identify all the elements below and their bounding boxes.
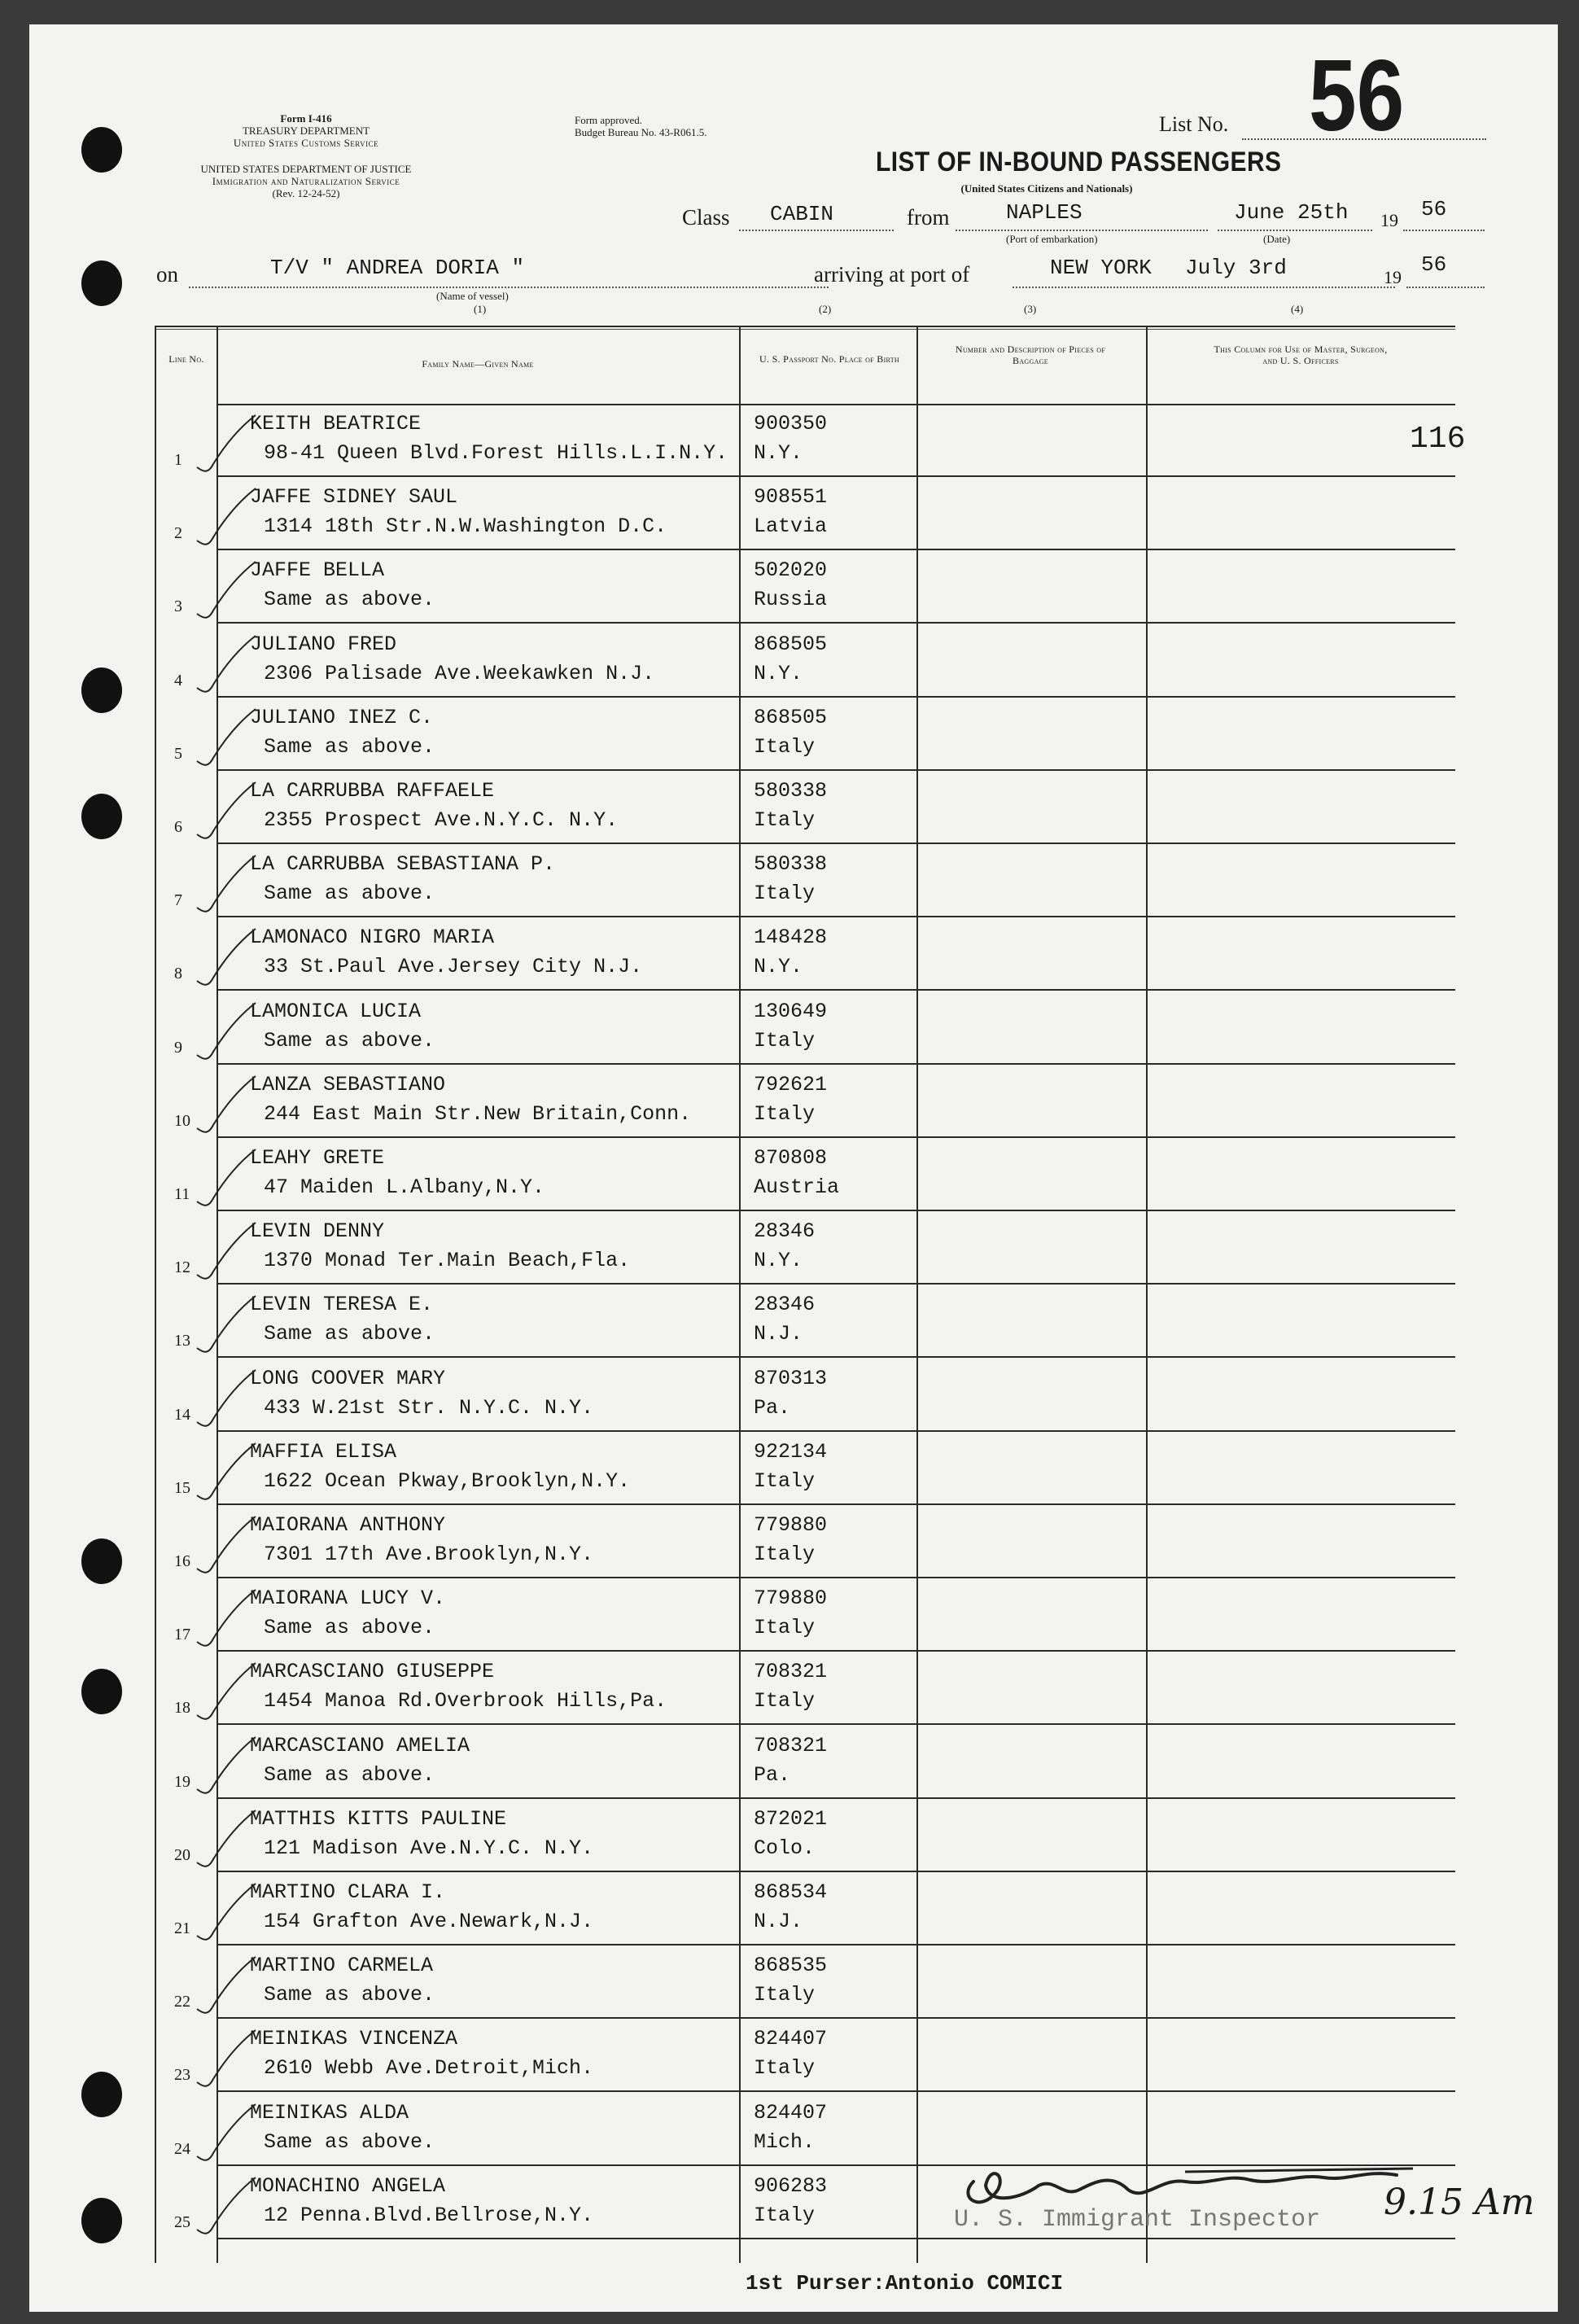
passenger-address: 98-41 Queen Blvd.Forest Hills.L.I.N.Y. — [264, 441, 728, 465]
check-mark-icon — [194, 1735, 259, 1801]
passport-number: 868505 — [754, 705, 828, 729]
check-mark-icon — [194, 1221, 259, 1286]
line-number: 7 — [174, 891, 182, 910]
place-of-birth: N.Y. — [754, 1249, 803, 1273]
passenger-address: Same as above. — [264, 588, 435, 612]
passenger-name: MAFFIA ELISA — [250, 1439, 397, 1464]
check-mark-icon — [194, 1809, 259, 1874]
table-row — [155, 771, 1455, 844]
from-value: NAPLES — [1006, 200, 1083, 225]
line-number: 13 — [174, 1332, 190, 1350]
check-mark-icon — [194, 414, 259, 479]
col1-caption: (1) — [474, 303, 487, 315]
passenger-address: 244 East Main Str.New Britain,Conn. — [264, 1101, 692, 1126]
passenger-address: Same as above. — [264, 2129, 435, 2154]
passport-number: 824407 — [754, 2027, 828, 2051]
place-of-birth: Italy — [754, 1616, 816, 1640]
table-row — [155, 624, 1455, 698]
passenger-name: LA CARRUBBA SEBASTIANA P. — [250, 852, 556, 877]
passenger-name: LANZA SEBASTIANO — [250, 1072, 446, 1096]
line-number: 8 — [174, 965, 182, 983]
check-mark-icon — [194, 1074, 259, 1140]
passenger-name: JAFFE BELLA — [250, 558, 385, 583]
line-number: 6 — [174, 818, 182, 836]
passenger-name: KEITH BEATRICE — [250, 412, 422, 435]
document-subtitle: (United States Citizens and Nationals) — [960, 182, 1133, 195]
check-mark-icon — [194, 1442, 259, 1507]
passenger-address: 12 Penna.Blvd.Bellrose,N.Y. — [264, 2203, 594, 2227]
justice-department: UNITED STATES DEPARTMENT OF JUSTICE — [200, 163, 412, 175]
col-header-line-no: Line No. — [168, 353, 204, 365]
col-header-name: Family Name—Given Name — [422, 358, 534, 370]
passenger-name: MARCASCIANO GIUSEPPE — [250, 1660, 495, 1684]
check-mark-icon — [194, 487, 259, 552]
table-row — [155, 698, 1455, 771]
passport-number: 792621 — [754, 1072, 828, 1096]
on-label: on — [156, 262, 178, 287]
check-mark-icon — [194, 1294, 259, 1359]
check-mark-icon — [194, 927, 259, 992]
year-prefix: 19 — [1380, 210, 1398, 230]
check-mark-icon — [194, 2176, 259, 2241]
arrival-date: July 3rd — [1185, 256, 1287, 280]
line-number: 2 — [174, 524, 182, 543]
passport-number: 868534 — [754, 1880, 828, 1904]
check-mark-icon — [194, 1148, 259, 1213]
table-row — [155, 1432, 1455, 1505]
place-of-birth: Italy — [754, 2203, 816, 2227]
punch-hole — [81, 2072, 122, 2117]
passport-number: 870313 — [754, 1366, 828, 1390]
table-row — [155, 917, 1455, 991]
place-of-birth: Italy — [754, 1543, 816, 1566]
line-number: 25 — [174, 2212, 190, 2231]
passenger-address: 121 Madison Ave.N.Y.C. N.Y. — [264, 1836, 594, 1860]
line-number: 22 — [174, 1993, 190, 2011]
check-mark-icon — [194, 1001, 259, 1066]
passport-number: 580338 — [754, 779, 828, 803]
passenger-table — [155, 326, 1455, 2263]
purser-signature-line: 1st Purser:Antonio COMICI — [746, 2271, 1064, 2296]
arrival-year-dots — [1406, 287, 1485, 288]
passenger-address: Same as above. — [264, 882, 435, 906]
col-header-officers: This Column for Use of Master, Surgeon, and U. S. Officers — [1214, 344, 1388, 366]
line-number: 15 — [174, 1478, 190, 1497]
passenger-address: 1370 Monad Ter.Main Beach,Fla. — [264, 1249, 631, 1273]
col-header-baggage: Number and Description of Pieces of Baggage — [955, 344, 1106, 366]
passenger-name: LEVIN TERESA E. — [250, 1293, 434, 1317]
table-row — [155, 1285, 1455, 1358]
place-of-birth: Italy — [754, 808, 816, 832]
year-value: 56 — [1421, 197, 1447, 221]
passenger-address: 2610 Webb Ave.Detroit,Mich. — [264, 2056, 594, 2081]
place-of-birth: Mich. — [754, 2129, 816, 2154]
passport-number: 708321 — [754, 1733, 828, 1757]
document-title: LIST OF IN-BOUND PASSENGERS — [876, 147, 1282, 177]
line-number: 11 — [174, 1185, 190, 1203]
date-caption: (Date) — [1263, 233, 1291, 245]
passport-number: 870808 — [754, 1146, 828, 1170]
customs-service: United States Customs Service — [233, 137, 379, 149]
passenger-address: Same as above. — [264, 1983, 435, 2007]
treasury-department: TREASURY DEPARTMENT — [242, 125, 370, 137]
passenger-address: 154 Grafton Ave.Newark,N.J. — [264, 1910, 594, 1933]
place-of-birth: N.Y. — [754, 955, 803, 979]
place-of-birth: Pa. — [754, 1762, 791, 1787]
list-number: 56 — [1309, 40, 1405, 152]
form-id-block — [151, 112, 461, 149]
col4-caption: (4) — [1291, 303, 1304, 315]
line-number: 12 — [174, 1258, 190, 1277]
approval-block — [575, 114, 811, 138]
vessel-caption: (Name of vessel) — [436, 290, 509, 302]
place-of-birth: Italy — [754, 1983, 816, 2007]
arriving-label: arriving at port of — [814, 262, 970, 287]
passenger-name: MAIORANA LUCY V. — [250, 1587, 446, 1611]
from-label: from — [907, 205, 950, 230]
passenger-name: LA CARRUBBA RAFFAELE — [250, 779, 495, 803]
check-mark-icon — [194, 1368, 259, 1433]
table-top-border — [155, 326, 1455, 327]
passenger-name: MAIORANA ANTHONY — [250, 1513, 446, 1537]
passenger-address: 2355 Prospect Ave.N.Y.C. N.Y. — [264, 808, 619, 832]
list-no-label: List No. — [1159, 112, 1229, 136]
check-mark-icon — [194, 2029, 259, 2094]
justice-block — [151, 163, 461, 199]
passenger-name: LEVIN DENNY — [250, 1219, 385, 1244]
col-header-passport: U. S. Passport No. Place of Birth — [759, 353, 899, 365]
table-row — [155, 844, 1455, 917]
arrival-year: 56 — [1421, 252, 1447, 277]
line-number: 9 — [174, 1038, 182, 1057]
table-row — [155, 1652, 1455, 1725]
line-number: 10 — [174, 1111, 190, 1130]
passport-number: 502020 — [754, 558, 828, 583]
passenger-name: MEINIKAS ALDA — [250, 2100, 409, 2125]
table-row — [155, 991, 1455, 1065]
date-dots — [1218, 230, 1372, 231]
arrival-dots — [1013, 287, 1395, 288]
line-number: 3 — [174, 597, 182, 616]
check-mark-icon — [194, 634, 259, 699]
check-mark-icon — [194, 707, 259, 772]
place-of-birth: Latvia — [754, 514, 828, 539]
passenger-address: 33 St.Paul Ave.Jersey City N.J. — [264, 955, 643, 979]
passport-number: 868505 — [754, 632, 828, 656]
passenger-name: LAMONACO NIGRO MARIA — [250, 926, 495, 950]
passenger-address: 1314 18th Str.N.W.Washington D.C. — [264, 514, 667, 539]
check-mark-icon — [194, 1661, 259, 1727]
place-of-birth: Italy — [754, 1468, 816, 1493]
place-of-birth: N.J. — [754, 1910, 803, 1933]
punch-hole — [81, 1538, 122, 1584]
passport-number: 908551 — [754, 485, 828, 510]
place-of-birth: Italy — [754, 1101, 816, 1126]
check-mark-icon — [194, 560, 259, 625]
passenger-name: MARTINO CLARA I. — [250, 1880, 446, 1904]
table-row — [155, 550, 1455, 624]
place-of-birth: Pa. — [754, 1395, 791, 1420]
passport-number: 900350 — [754, 412, 828, 435]
form-number: Form I-416 — [280, 112, 332, 125]
passenger-name: MATTHIS KITTS PAULINE — [250, 1806, 507, 1831]
passenger-name: MONACHINO ANGELA — [250, 2173, 446, 2198]
punch-hole — [81, 260, 122, 306]
passenger-address: Same as above. — [264, 1762, 435, 1787]
punch-hole — [81, 2198, 122, 2243]
passenger-name: LAMONICA LUCIA — [250, 999, 422, 1023]
passport-number: 906283 — [754, 2173, 828, 2198]
passenger-address: 7301 17th Ave.Brooklyn,N.Y. — [264, 1543, 594, 1566]
place-of-birth: Italy — [754, 2056, 816, 2081]
place-of-birth: N.Y. — [754, 441, 803, 465]
place-of-birth: Italy — [754, 734, 816, 759]
passport-number: 779880 — [754, 1587, 828, 1611]
punch-hole — [81, 127, 122, 173]
vessel-dots — [189, 287, 829, 288]
check-mark-icon — [194, 1588, 259, 1653]
passenger-name: JAFFE SIDNEY SAUL — [250, 485, 458, 510]
line-number: 5 — [174, 744, 182, 763]
place-of-birth: N.Y. — [754, 661, 803, 685]
table-row — [155, 1799, 1455, 1872]
line-number: 1 — [174, 451, 182, 469]
manifest-page — [29, 24, 1558, 2312]
passenger-name: JULIANO INEZ C. — [250, 705, 434, 729]
table-row — [155, 1211, 1455, 1285]
budget-bureau: Budget Bureau No. 43-R061.5. — [575, 126, 707, 138]
line-number: 17 — [174, 1626, 190, 1644]
line-number: 20 — [174, 1845, 190, 1864]
place-of-birth: Colo. — [754, 1836, 816, 1860]
immigration-service: Immigration and Naturalization Service — [212, 175, 400, 187]
passenger-address: Same as above. — [264, 1322, 435, 1346]
arrival-year-prefix: 19 — [1384, 267, 1402, 287]
vessel-name: T/V " ANDREA DORIA " — [270, 256, 525, 280]
year-dots — [1403, 230, 1485, 231]
from-dots — [956, 230, 1208, 231]
check-mark-icon — [194, 781, 259, 846]
table-row — [155, 404, 1455, 477]
line-number: 16 — [174, 1552, 190, 1570]
class-dots — [739, 230, 894, 231]
table-row — [155, 1359, 1455, 1432]
table-row — [155, 1065, 1455, 1138]
passenger-name: MEINIKAS VINCENZA — [250, 2027, 458, 2051]
passenger-address: 47 Maiden L.Albany,N.Y. — [264, 1175, 545, 1199]
check-mark-icon — [194, 1515, 259, 1580]
passport-number: 868535 — [754, 1954, 828, 1978]
line-number: 21 — [174, 1919, 190, 1937]
passport-number: 130649 — [754, 999, 828, 1023]
passport-number: 28346 — [754, 1219, 816, 1244]
table-row — [155, 1726, 1455, 1799]
check-mark-icon — [194, 1882, 259, 1947]
line-number: 18 — [174, 1699, 190, 1718]
table-row — [155, 2019, 1455, 2092]
passenger-name: LEAHY GRETE — [250, 1146, 385, 1170]
check-mark-icon — [194, 1955, 259, 2020]
arrival-port: NEW YORK — [1050, 256, 1152, 280]
form-approved: Form approved. — [575, 114, 643, 126]
class-label: Class — [682, 205, 730, 230]
passport-number: 28346 — [754, 1293, 816, 1317]
passenger-address: 1622 Ocean Pkway,Brooklyn,N.Y. — [264, 1468, 631, 1493]
place-of-birth: Italy — [754, 882, 816, 906]
date-value: June 25th — [1234, 200, 1349, 225]
table-row — [155, 1505, 1455, 1578]
row-divider — [217, 2238, 1455, 2239]
place-of-birth: Austria — [754, 1175, 840, 1199]
check-mark-icon — [194, 854, 259, 919]
table-row — [155, 477, 1455, 550]
passport-number: 824407 — [754, 2100, 828, 2125]
table-row — [155, 1138, 1455, 1211]
place-of-birth: Italy — [754, 1028, 816, 1053]
passenger-address: 2306 Palisade Ave.Weekawken N.J. — [264, 661, 655, 685]
punch-hole — [81, 794, 122, 839]
col2-caption: (2) — [819, 303, 832, 315]
passenger-name: MARTINO CARMELA — [250, 1954, 434, 1978]
line-number: 4 — [174, 671, 182, 689]
line-number: 24 — [174, 2139, 190, 2158]
place-of-birth: N.J. — [754, 1322, 803, 1346]
passenger-name: JULIANO FRED — [250, 632, 397, 656]
passport-number: 148428 — [754, 926, 828, 950]
line-number: 14 — [174, 1405, 190, 1424]
port-caption: (Port of embarkation) — [1006, 233, 1098, 245]
table-row — [155, 1872, 1455, 1945]
passenger-address: Same as above. — [264, 1616, 435, 1640]
passenger-name: LONG COOVER MARY — [250, 1366, 446, 1390]
passport-number: 922134 — [754, 1439, 828, 1464]
line-number: 23 — [174, 2066, 190, 2085]
passport-number: 779880 — [754, 1513, 828, 1537]
place-of-birth: Italy — [754, 1689, 816, 1713]
table-row — [155, 1945, 1455, 2019]
line-number: 19 — [174, 1772, 190, 1791]
place-of-birth: Russia — [754, 588, 828, 612]
table-row — [155, 1578, 1455, 1652]
passport-number: 708321 — [754, 1660, 828, 1684]
form-revision: (Rev. 12-24-52) — [272, 187, 340, 199]
punch-hole — [81, 667, 122, 713]
inspector-stamp: U. S. Immigrant Inspector — [954, 2206, 1321, 2234]
passenger-address: Same as above. — [264, 1028, 435, 1053]
passenger-address: 433 W.21st Str. N.Y.C. N.Y. — [264, 1395, 594, 1420]
punch-hole — [81, 1669, 122, 1714]
passenger-address: 1454 Manoa Rd.Overbrook Hills,Pa. — [264, 1689, 667, 1713]
passport-number: 580338 — [754, 852, 828, 877]
passenger-name: MARCASCIANO AMELIA — [250, 1733, 470, 1757]
passenger-address: Same as above. — [264, 734, 435, 759]
check-mark-icon — [194, 2103, 259, 2168]
col3-caption: (3) — [1024, 303, 1037, 315]
time-note: 9.15 Am — [1384, 2182, 1535, 2223]
officer-note: 116 — [1410, 422, 1466, 457]
table-top-border-2 — [155, 329, 1455, 330]
passport-number: 872021 — [754, 1806, 828, 1831]
class-value: CABIN — [770, 202, 834, 226]
